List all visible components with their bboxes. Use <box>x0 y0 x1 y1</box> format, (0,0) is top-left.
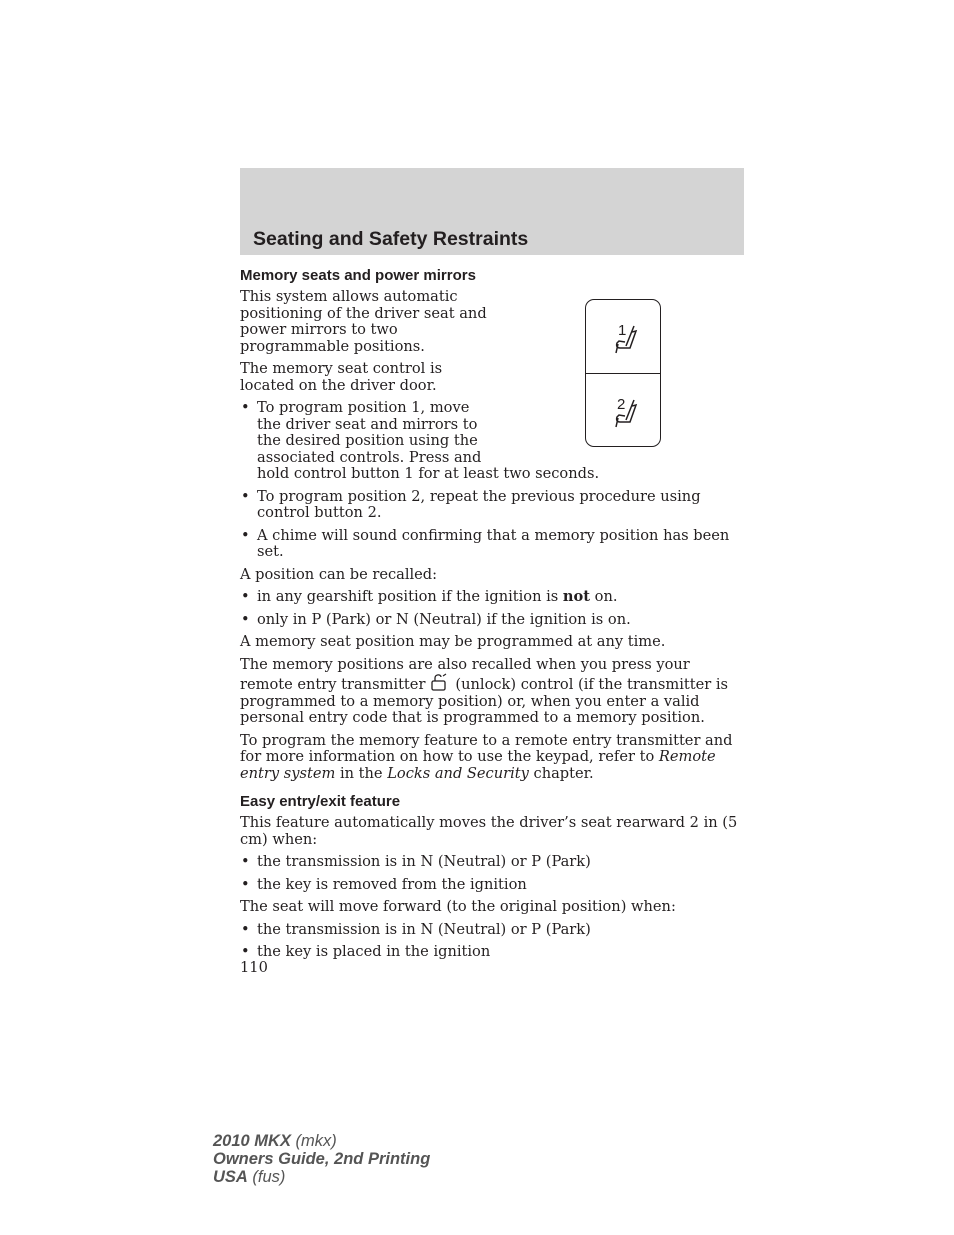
paragraph-text: chapter. <box>528 764 594 782</box>
emphasis-not: not <box>562 588 591 605</box>
footer-line <box>213 1150 430 1168</box>
list-item <box>240 589 744 606</box>
list-item: • only in P (Park) or N (Neutral) if the ignition is on. <box>240 612 744 629</box>
list-item-text: • To program position 1, move the driver seat and mirrors to the desired position using the associated controls. Press and <box>257 399 482 466</box>
paragraph: A memory seat position may be programmed at any time. <box>240 633 666 650</box>
paragraph-text: in the <box>335 764 388 782</box>
chapter-title: Seating and Safety Restraints <box>253 228 529 250</box>
paragraph: This feature automatically moves the driver’s seat rearward 2 in (5 cm) when: <box>240 814 738 848</box>
memory-button-1-label: 1 <box>618 322 627 339</box>
page-number: 110 <box>240 959 268 976</box>
paragraph: The seat will move forward (to the original position) when: <box>240 898 676 915</box>
paragraph-text: To program the memory feature to a remote entry transmitter and for more information on how to use the keypad, refer to <box>240 731 733 765</box>
section-heading-memory-seats: Memory seats and power mirrors <box>240 267 476 284</box>
paragraph-text: The memory positions are also recalled when you press your remote entry transmitter <box>240 655 690 693</box>
paragraph: The memory seat control is located on the driver door. <box>240 360 443 394</box>
paragraph <box>240 733 744 783</box>
paragraph <box>240 657 744 727</box>
list-item: • the key is removed from the ignition <box>240 877 744 894</box>
footer-line <box>213 1168 430 1186</box>
paragraph: This system allows automatic positioning of the driver seat and power mirrors to two programmable positions. <box>240 288 487 355</box>
chapter-header-band <box>240 168 744 255</box>
list-item: • the transmission is in N (Neutral) or P (Park) <box>240 922 744 939</box>
footer-edition: Owners Guide, 2nd Printing <box>213 1150 431 1168</box>
footer-model-code: (mkx) <box>290 1132 337 1150</box>
list-item-text: in any gearshift position if the ignition is <box>257 588 563 605</box>
bullet-list <box>240 922 744 961</box>
paragraph: A position can be recalled: <box>240 565 438 583</box>
list-item: • A chime will sound confirming that a memory position has been set. <box>240 528 744 561</box>
bullet-list <box>240 400 744 561</box>
list-item-text: hold control button 1 for at least two seconds. <box>257 465 600 482</box>
list-item: • the transmission is in N (Neutral) or P (Park) <box>240 854 744 871</box>
memory-button-2-label: 2 <box>617 396 626 413</box>
bullet-list <box>240 854 744 893</box>
footer-line <box>213 1132 430 1150</box>
cross-reference: Locks and Security <box>387 764 529 782</box>
list-item <box>240 400 744 483</box>
footer-market-code: (fus) <box>247 1168 286 1186</box>
footer-market: USA <box>213 1168 248 1186</box>
section-heading-easy-entry: Easy entry/exit feature <box>240 793 401 810</box>
page-content <box>240 264 744 967</box>
bullet-list <box>240 589 744 628</box>
unlock-icon <box>429 673 451 691</box>
list-item-text: on. <box>590 588 618 605</box>
document-footer <box>213 1132 430 1186</box>
list-item: • To program position 2, repeat the previous procedure using control button 2. <box>240 489 744 522</box>
list-item: • the key is placed in the ignition <box>240 944 744 961</box>
footer-model: 2010 MKX <box>213 1132 291 1150</box>
paragraph-text: (unlock) control (if the transmitter is programmed to a memory position) or, when you enter a valid personal entry code that is programmed to a memory position. <box>240 676 729 726</box>
cross-reference: Remote entry system <box>240 748 716 782</box>
